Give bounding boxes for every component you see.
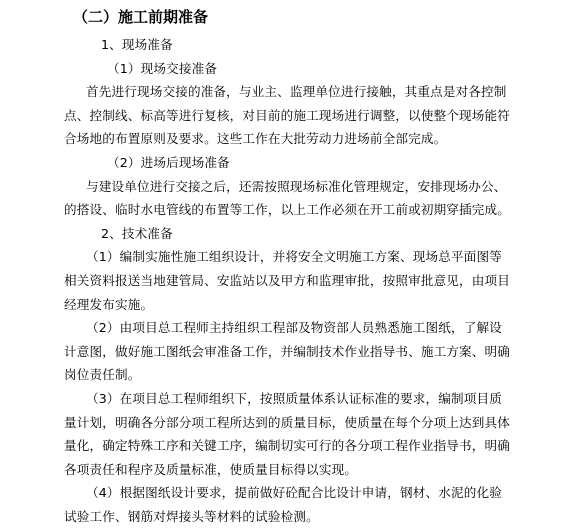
text-line: 与建设单位进行交接之后，还需按照现场标准化管理规定，安排现场办公、	[86, 178, 507, 194]
text-line: 合场地的布置原则及要求。这些工作在大批劳动力进场前全部完成。	[64, 131, 447, 147]
text-line: （1）现场交接准备	[107, 60, 218, 76]
text-line: 计意图，做好施工图纸会审准备工作，并编制技术作业指导书、施工方案、明确	[64, 343, 511, 359]
text-line: 试验工作、钢筋对焊接头等材料的试验检测。	[64, 508, 319, 524]
text-line: 的搭设、临时水电管线的布置等工作，以上工作必须在开工前或初期穿插完成。	[64, 202, 511, 218]
text-line: 2、技术准备	[101, 225, 173, 241]
text-line: 点、控制线、标高等进行复核，对目前的施工现场进行调整，以使整个现场能符	[64, 107, 511, 123]
text-line: 相关资料报送当地建管局、安监站以及甲方和监理审批，按照审批意见，由项目	[64, 272, 511, 288]
text-line: （2）由项目总工程师主持组织工程部及物资部人员熟悉施工图纸，了解设	[86, 320, 502, 336]
text-line: （3）在项目总工程师组织下，按照质量体系认证标准的要求，编制项目质	[86, 390, 502, 406]
text-line: 1、现场准备	[101, 37, 173, 52]
section-title: （二）施工前期准备	[73, 8, 209, 26]
document-body	[64, 33, 568, 528]
text-line: 岗位责任制。	[64, 367, 141, 383]
text-line: 量化，确定特殊工序和关键工序，编制切实可行的各分项工程作业指导书，明确	[64, 438, 511, 454]
text-line: （4）根据图纸设计要求，提前做好砼配合比设计申请，钢材、水泥的化验	[86, 485, 502, 501]
text-line: 各项责任和程序及质量标准，使质量目标得以实现。	[64, 461, 358, 477]
text-line: 首先进行现场交接的准备，与业主、监理单位进行接触，其重点是对各控制	[86, 84, 507, 100]
text-line: （2）进场后现场准备	[107, 154, 230, 170]
text-line: 经理发布实施。	[64, 296, 154, 312]
text-line: （1）编制实施性施工组织设计，并将安全文明施工方案、现场总平面图等	[86, 249, 502, 265]
text-line: 量计划，明确各分部分项工程所达到的质量目标，使质量在每个分项上达到具体	[64, 414, 511, 430]
